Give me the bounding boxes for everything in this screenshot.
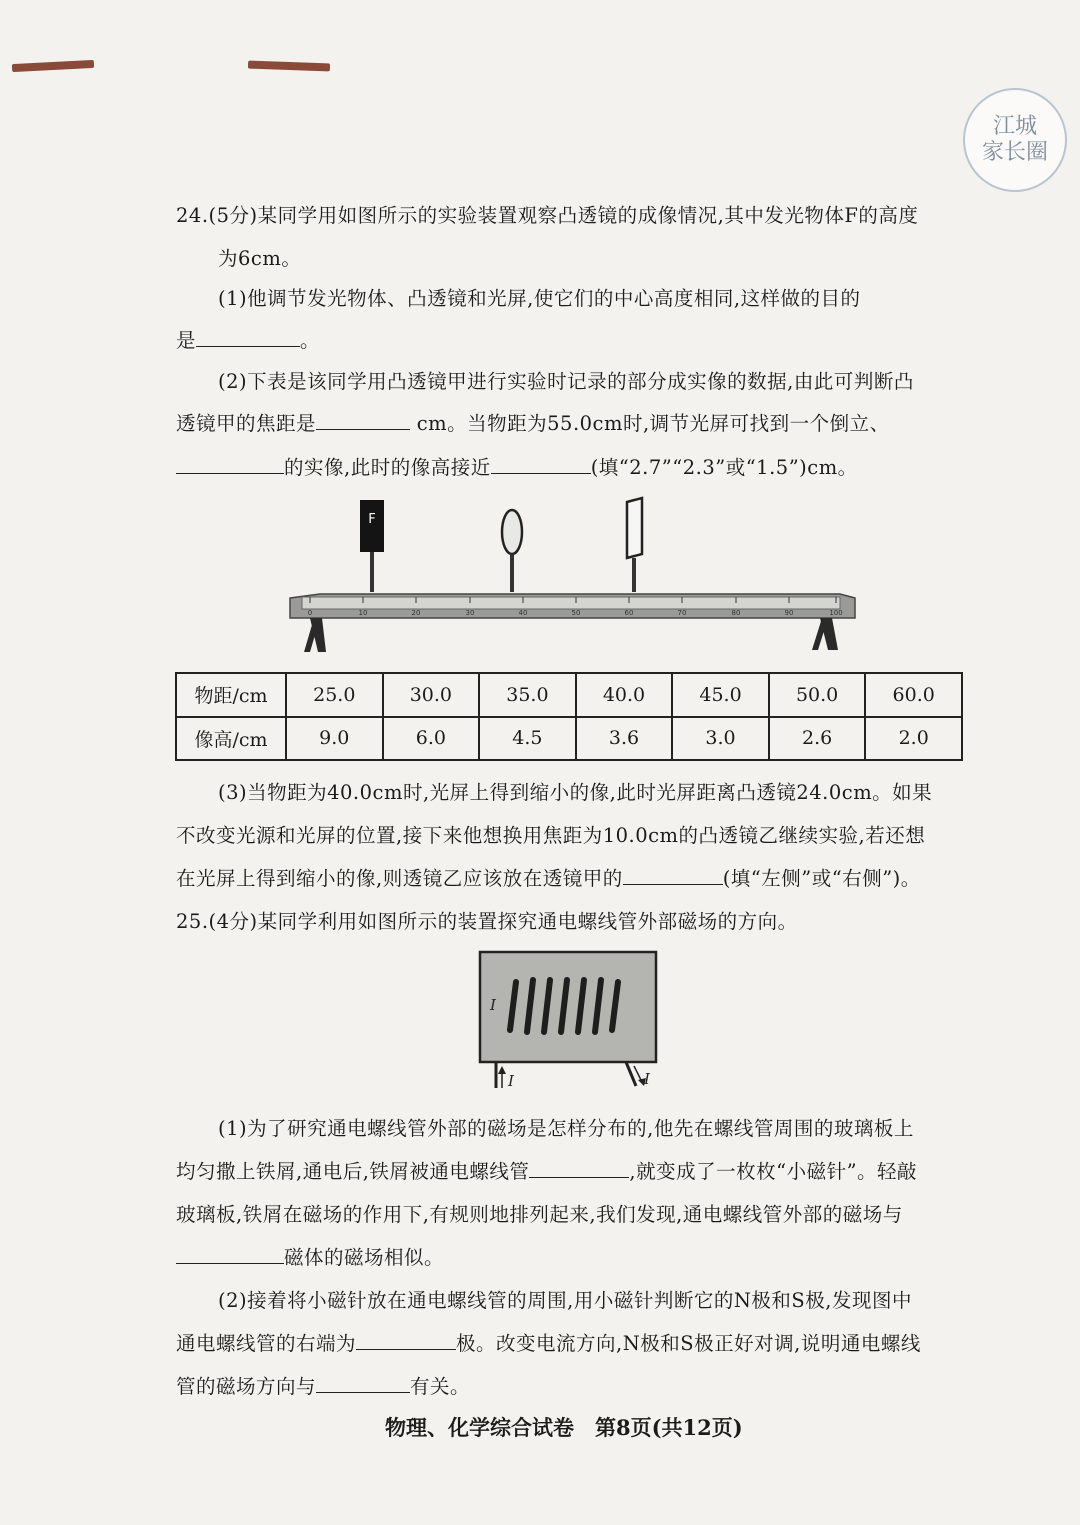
lead-right <box>626 1062 636 1086</box>
table-cell: 40.0 <box>576 673 673 717</box>
table-cell: 30.0 <box>383 673 480 717</box>
current-label-out: I <box>644 1070 650 1088</box>
row-header-object-distance: 物距/cm <box>176 673 286 717</box>
text-run: (填“左侧”或“右侧”)。 <box>722 867 921 890</box>
text-run: 是 <box>176 329 197 352</box>
tick-label: 90 <box>784 609 794 617</box>
table-cell: 50.0 <box>769 673 866 717</box>
table-cell: 6.0 <box>383 717 480 761</box>
arrow-in-head <box>498 1066 506 1074</box>
tick-label: 80 <box>731 609 741 617</box>
tick-label: 100 <box>829 609 843 617</box>
glass-plate <box>480 952 656 1062</box>
answer-blank-focal-length[interactable] <box>316 411 410 430</box>
q24-part3-line2: 不改变光源和光屏的位置,接下来他想换用焦距为10.0cm的凸透镜乙继续实验,若还想 <box>176 824 926 847</box>
answer-blank-depends-on[interactable] <box>316 1374 410 1393</box>
text-run: 极。改变电流方向,N极和S极正好对调,说明通电螺线 <box>456 1332 921 1355</box>
torn-edge-mark <box>12 60 94 72</box>
tick-label: 10 <box>358 609 368 617</box>
row-header-image-height: 像高/cm <box>176 717 286 761</box>
q24-part3-line3 <box>176 863 972 891</box>
text-run: 。 <box>300 329 321 352</box>
text-run: 管的磁场方向与 <box>176 1375 317 1398</box>
text-run: 透镜甲的焦距是 <box>176 412 317 435</box>
answer-blank-q24-1[interactable] <box>196 328 300 347</box>
tick-label: 20 <box>411 609 421 617</box>
object-label: F <box>368 512 376 527</box>
q24-part2-line2 <box>176 408 972 436</box>
convex-lens <box>502 510 522 554</box>
q24-part3-line1: (3)当物距为40.0cm时,光屏上得到缩小的像,此时光屏距离凸透镜24.0cm。如果 <box>218 781 933 804</box>
table-row <box>176 673 962 717</box>
current-label-left: I <box>490 996 496 1014</box>
text-run: 磁体的磁场相似。 <box>284 1246 445 1269</box>
text-run: 通电螺线管的右端为 <box>176 1332 357 1355</box>
light-screen <box>627 498 642 558</box>
table-cell: 2.6 <box>769 717 866 761</box>
q25-part1-line2 <box>176 1156 972 1184</box>
text-run: 在光屏上得到缩小的像,则透镜乙应该放在透镜甲的 <box>176 867 623 890</box>
data-table <box>175 672 963 761</box>
table-cell: 3.0 <box>672 717 769 761</box>
solenoid-figure <box>476 948 660 1093</box>
q25-part1-line4 <box>176 1242 972 1270</box>
q25-part1-line1: (1)为了研究通电螺线管外部的磁场是怎样分布的,他先在螺线管周围的玻璃板上 <box>218 1117 914 1140</box>
tick-label: 60 <box>624 609 634 617</box>
page-footer: 物理、化学综合试卷 第8页(共12页) <box>385 1415 743 1440</box>
optical-bench-figure <box>280 490 870 660</box>
bench-scale <box>302 597 840 609</box>
table-cell: 3.6 <box>576 717 673 761</box>
answer-blank-image-size[interactable] <box>176 455 284 474</box>
answer-blank-image-height[interactable] <box>491 455 591 474</box>
q24-part1-line1: (1)他调节发光物体、凸透镜和光屏,使它们的中心高度相同,这样做的目的 <box>218 287 861 310</box>
answer-blank-lens-position[interactable] <box>623 866 723 885</box>
table-cell: 9.0 <box>286 717 383 761</box>
q25-header: 25.(4分)某同学利用如图所示的装置探究通电螺线管外部磁场的方向。 <box>176 910 798 933</box>
table-cell: 4.5 <box>479 717 576 761</box>
q24-part2-line1: (2)下表是该同学用凸透镜甲进行实验时记录的部分成实像的数据,由此可判断凸 <box>218 370 914 393</box>
q25-part2-line3 <box>176 1371 972 1399</box>
watermark-line2: 家长圈 <box>981 140 1048 165</box>
text-run: 均匀撒上铁屑,通电后,铁屑被通电螺线管 <box>176 1160 530 1183</box>
tick-label: 50 <box>571 609 581 617</box>
q25-part2-line1: (2)接着将小磁针放在通电螺线管的周围,用小磁针判断它的N极和S极,发现图中 <box>218 1289 912 1312</box>
table-cell: 2.0 <box>865 717 962 761</box>
q25-part2-line2 <box>176 1328 972 1356</box>
answer-blank-magnet-type[interactable] <box>176 1245 284 1264</box>
q24-header-cont: 为6cm。 <box>218 247 302 270</box>
tick-label: 0 <box>307 609 313 617</box>
table-cell: 45.0 <box>672 673 769 717</box>
q24-part1-line2 <box>176 325 972 353</box>
text-run: 有关。 <box>410 1375 471 1398</box>
table-cell: 25.0 <box>286 673 383 717</box>
table-row <box>176 717 962 761</box>
answer-blank-pole[interactable] <box>356 1331 456 1350</box>
text-run: ,就变成了一枚枚“小磁针”。轻敲 <box>629 1160 918 1183</box>
tick-label: 70 <box>677 609 687 617</box>
watermark-line1: 江城 <box>992 114 1037 139</box>
tick-label: 40 <box>518 609 528 617</box>
current-label-in: I <box>508 1072 514 1090</box>
text-run: 的实像,此时的像高接近 <box>284 456 491 479</box>
q24-part2-line3 <box>176 452 972 480</box>
q25-part1-line3: 玻璃板,铁屑在磁场的作用下,有规则地排列起来,我们发现,通电螺线管外部的磁场与 <box>176 1203 903 1226</box>
torn-edge-mark <box>248 61 330 72</box>
watermark-stamp <box>963 88 1067 192</box>
answer-blank-magnetized[interactable] <box>529 1159 629 1178</box>
table-cell: 35.0 <box>479 673 576 717</box>
tick-label: 30 <box>465 609 475 617</box>
text-run: (填“2.7”“2.3”或“1.5”)cm。 <box>590 456 858 479</box>
text-run: cm。当物距为55.0cm时,调节光屏可找到一个倒立、 <box>416 412 890 435</box>
q24-header: 24.(5分)某同学用如图所示的实验装置观察凸透镜的成像情况,其中发光物体F的高度 <box>176 204 919 227</box>
table-cell: 60.0 <box>865 673 962 717</box>
